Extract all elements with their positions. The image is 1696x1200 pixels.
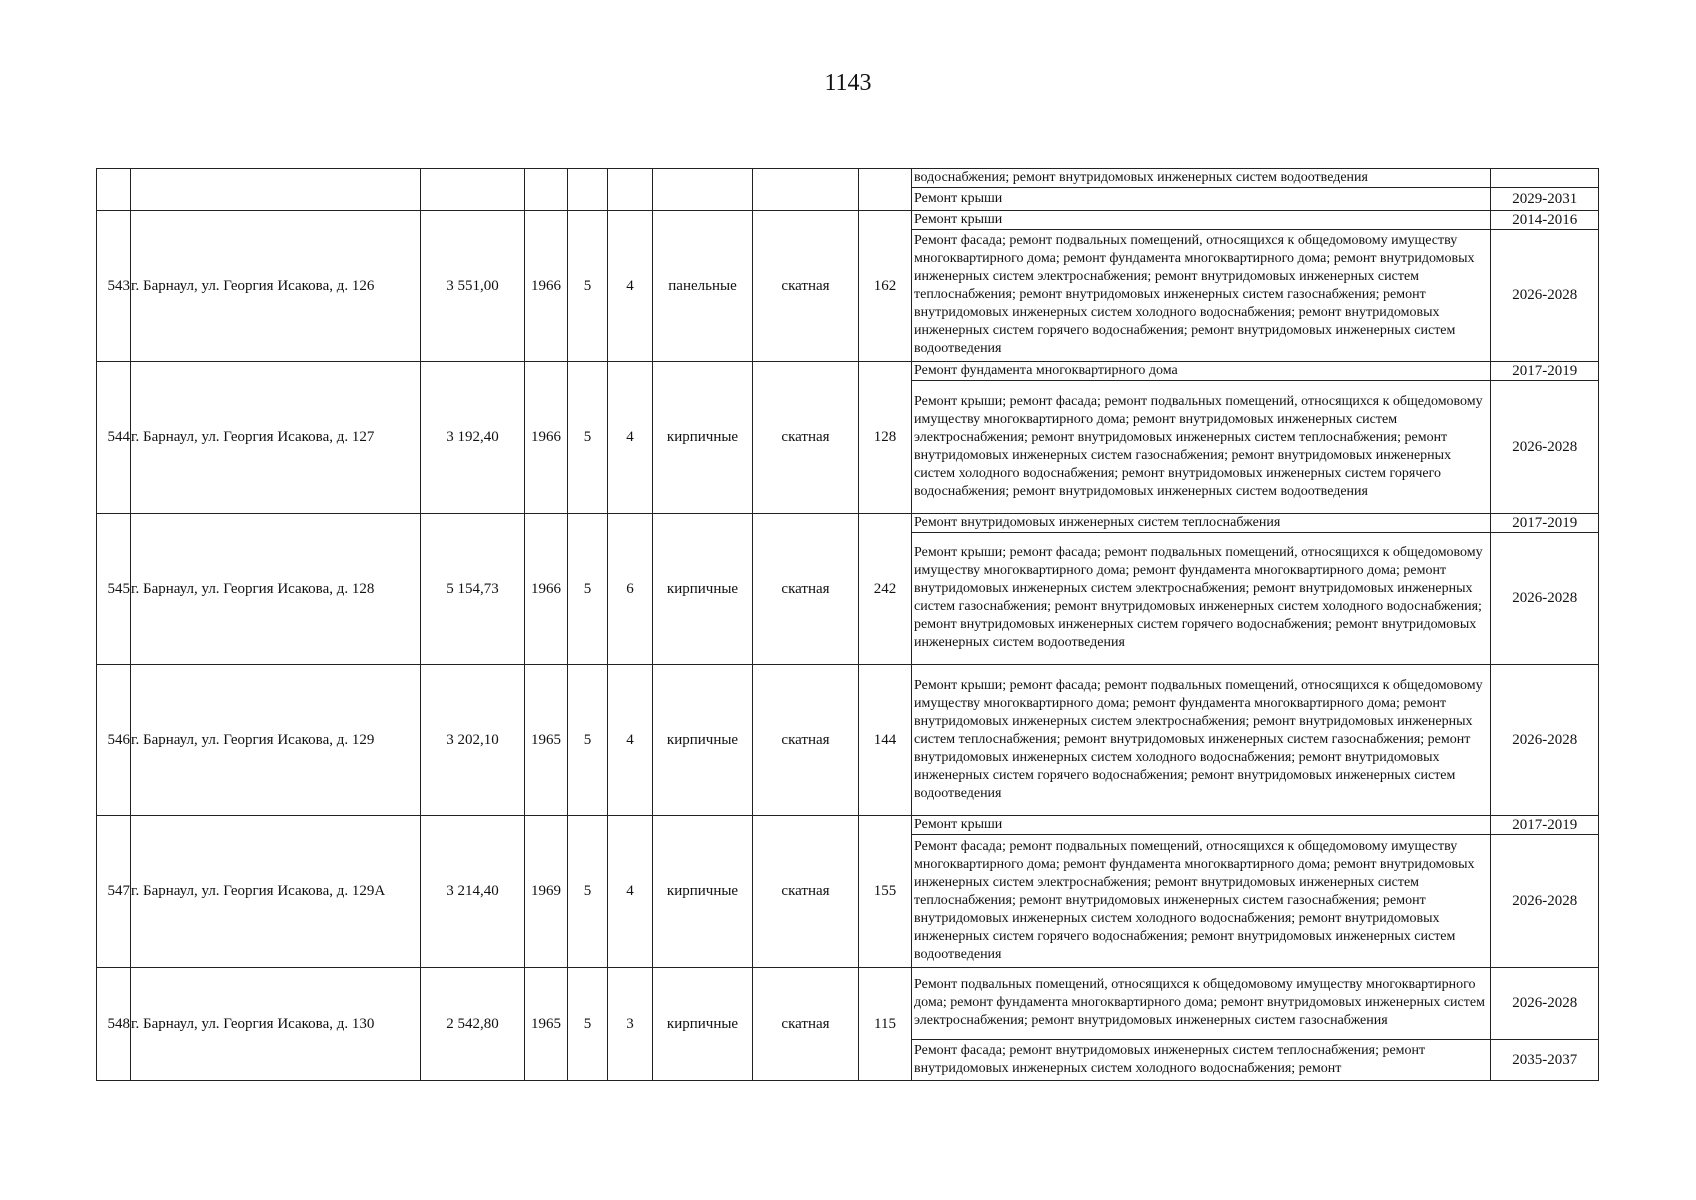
floors-cell: 5 bbox=[568, 967, 608, 1080]
work-description: Ремонт фасада; ремонт внутридомовых инженерных систем теплоснабжения; ремонт внутридомовых инженерных систем холодного водоснабжения; ремонт bbox=[914, 1042, 1426, 1076]
area-cell: 5 154,73 bbox=[421, 513, 525, 665]
floors-cell: 5 bbox=[568, 362, 608, 514]
work-item bbox=[912, 381, 1599, 513]
entrances-cell: 6 bbox=[608, 513, 653, 665]
work-description: Ремонт фасада; ремонт подвальных помещений, относящихся к общедомовому имуществу многоквартирного дома; ремонт фундамента многоквартирного дома; ремонт внутридомовых инженерных систем электроснабжения; ремонт внутридомовых инженерных систем теплоснабжения; ремонт внутридомовых инженерных систем газоснабжения; ремонт внутридомовых инженерных систем холодного водоснабжения; ремонт внутридомовых инженерных систем горячего водоснабжения; ремонт внутридомовых инженерных систем водоотведения bbox=[914, 233, 1475, 357]
year-cell: 1969 bbox=[525, 816, 568, 968]
work-description: Ремонт крыши; ремонт фасада; ремонт подвальных помещений, относящихся к общедомовому имуществу многоквартирного дома; ремонт фундамента многоквартирного дома; ремонт внутридомовых инженерных систем электроснабжения; ремонт внутридомовых инженерных систем теплоснабжения; ремонт внутридомовых инженерных систем газоснабжения; ремонт внутридомовых инженерных систем холодного водоснабжения; ремонт внутридомовых инженерных систем горячего водоснабжения; ремонт внутридомовых инженерных систем водоотведения bbox=[914, 678, 1483, 801]
floors-cell: 5 bbox=[568, 210, 608, 362]
work-description: Ремонт подвальных помещений, относящихся к общедомовому имуществу многоквартирного дома; ремонт фундамента многоквартирного дома; ремонт внутридомовых инженерных систем электроснабжения; ремонт внутридомовых инженерных систем газоснабжения bbox=[912, 968, 1490, 1040]
work-item bbox=[912, 211, 1599, 230]
roof-cell: скатная bbox=[753, 967, 859, 1080]
area-cell: 3 192,40 bbox=[421, 362, 525, 514]
address-cell: г. Барнаул, ул. Георгия Исакова, д. 130 bbox=[131, 967, 421, 1080]
roof-cell: скатная bbox=[753, 513, 859, 665]
floors-cell: 5 bbox=[568, 665, 608, 816]
residents-cell: 155 bbox=[859, 816, 912, 968]
year-cell: 1966 bbox=[525, 362, 568, 514]
work-item bbox=[912, 362, 1599, 381]
work-period: 2017-2019 bbox=[1490, 514, 1599, 533]
table-row bbox=[97, 362, 1599, 514]
area-cell: 3 551,00 bbox=[421, 210, 525, 362]
row-number: 546 bbox=[97, 665, 131, 816]
work-item bbox=[912, 514, 1599, 533]
work-item bbox=[912, 835, 1599, 967]
capital-repair-table bbox=[96, 168, 1599, 1081]
works-cell bbox=[912, 967, 1599, 1080]
entrances-cell: 4 bbox=[608, 362, 653, 514]
area-cell: 3 202,10 bbox=[421, 665, 525, 816]
work-period: 2026-2028 bbox=[1490, 532, 1599, 664]
work-period: 2014-2016 bbox=[1490, 211, 1599, 230]
roof-cell: скатная bbox=[753, 210, 859, 362]
register-sheet bbox=[96, 168, 1598, 1081]
table-row bbox=[97, 169, 1599, 211]
residents-cell: 115 bbox=[859, 967, 912, 1080]
walls-cell bbox=[653, 169, 753, 211]
works-cell bbox=[912, 210, 1599, 362]
work-description: Ремонт крыши; ремонт фасада; ремонт подвальных помещений, относящихся к общедомовому имуществу многоквартирного дома; ремонт внутридомовых инженерных систем электроснабжения; ремонт внутридомовых инженерных систем теплоснабжения; ремонт внутридомовых инженерных систем газоснабжения; ремонт внутридомовых инженерных систем холодного водоснабжения; ремонт внутридомовых инженерных систем горячего водоснабжения; ремонт внутридомовых инженерных систем водоотведения bbox=[914, 393, 1483, 499]
work-item bbox=[912, 1040, 1599, 1080]
works-list bbox=[912, 665, 1599, 815]
walls-cell: кирпичные bbox=[653, 816, 753, 968]
row-number: 547 bbox=[97, 816, 131, 968]
work-description: Ремонт крыши bbox=[912, 211, 1490, 230]
work-item bbox=[912, 816, 1599, 835]
address-cell: г. Барнаул, ул. Георгия Исакова, д. 126 bbox=[131, 210, 421, 362]
walls-cell: панельные bbox=[653, 210, 753, 362]
table-row bbox=[97, 210, 1599, 362]
work-period: 2026-2028 bbox=[1490, 968, 1599, 1040]
work-description: Ремонт фасада; ремонт подвальных помещений, относящихся к общедомовому имуществу многоквартирного дома; ремонт фундамента многоквартирного дома; ремонт внутридомовых инженерных систем электроснабжения; ремонт внутридомовых инженерных систем теплоснабжения; ремонт внутридомовых инженерных систем газоснабжения; ремонт внутридомовых инженерных систем холодного водоснабжения; ремонт внутридомовых инженерных систем горячего водоснабжения; ремонт внутридомовых инженерных систем водоотведения bbox=[914, 838, 1475, 962]
work-description: Ремонт фундамента многоквартирного дома bbox=[912, 362, 1490, 381]
works-cell bbox=[912, 362, 1599, 514]
area-cell: 3 214,40 bbox=[421, 816, 525, 968]
work-item bbox=[912, 188, 1599, 210]
works-list bbox=[912, 211, 1599, 362]
residents-cell: 162 bbox=[859, 210, 912, 362]
walls-cell: кирпичные bbox=[653, 362, 753, 514]
works-list bbox=[912, 968, 1599, 1080]
work-item bbox=[912, 968, 1599, 1040]
residents-cell: 242 bbox=[859, 513, 912, 665]
page-number: 1143 bbox=[824, 70, 872, 96]
floors-cell bbox=[568, 169, 608, 211]
roof-cell bbox=[753, 169, 859, 211]
row-number: 545 bbox=[97, 513, 131, 665]
year-cell: 1965 bbox=[525, 665, 568, 816]
residents-cell: 128 bbox=[859, 362, 912, 514]
work-description: Ремонт внутридомовых инженерных систем теплоснабжения bbox=[912, 514, 1490, 533]
residents-cell: 144 bbox=[859, 665, 912, 816]
table-row bbox=[97, 816, 1599, 968]
address-cell: г. Барнаул, ул. Георгия Исакова, д. 129А bbox=[131, 816, 421, 968]
walls-cell: кирпичные bbox=[653, 513, 753, 665]
work-period: 2035-2037 bbox=[1490, 1040, 1599, 1080]
work-period: 2017-2019 bbox=[1490, 362, 1599, 381]
year-cell: 1966 bbox=[525, 210, 568, 362]
entrances-cell: 4 bbox=[608, 665, 653, 816]
works-list bbox=[912, 362, 1599, 513]
table-row bbox=[97, 665, 1599, 816]
work-item bbox=[912, 229, 1599, 361]
row-number: 543 bbox=[97, 210, 131, 362]
work-period: 2026-2028 bbox=[1490, 381, 1599, 513]
work-description: Ремонт крыши; ремонт фасада; ремонт подвальных помещений, относящихся к общедомовому имуществу многоквартирного дома; ремонт фундамента многоквартирного дома; ремонт внутридомовых инженерных систем электроснабжения; ремонт внутридомовых инженерных систем газоснабжения; ремонт внутридомовых инженерных систем холодного водоснабжения; ремонт внутридомовых инженерных систем горячего водоснабжения; ремонт внутридомовых инженерных систем водоотведения bbox=[914, 545, 1483, 651]
work-period: 2029-2031 bbox=[1490, 188, 1599, 210]
table-row bbox=[97, 967, 1599, 1080]
residents-cell bbox=[859, 169, 912, 211]
entrances-cell bbox=[608, 169, 653, 211]
year-cell: 1965 bbox=[525, 967, 568, 1080]
row-number bbox=[97, 169, 131, 211]
walls-cell: кирпичные bbox=[653, 967, 753, 1080]
works-cell bbox=[912, 665, 1599, 816]
works-cell bbox=[912, 513, 1599, 665]
address-cell: г. Барнаул, ул. Георгия Исакова, д. 127 bbox=[131, 362, 421, 514]
floors-cell: 5 bbox=[568, 816, 608, 968]
entrances-cell: 4 bbox=[608, 816, 653, 968]
work-period: 2026-2028 bbox=[1490, 665, 1599, 815]
works-list bbox=[912, 514, 1599, 665]
work-item bbox=[912, 532, 1599, 664]
work-description: Ремонт крыши bbox=[914, 190, 1003, 206]
row-number: 548 bbox=[97, 967, 131, 1080]
walls-cell: кирпичные bbox=[653, 665, 753, 816]
address-cell: г. Барнаул, ул. Георгия Исакова, д. 129 bbox=[131, 665, 421, 816]
work-period: 2026-2028 bbox=[1490, 835, 1599, 967]
year-cell bbox=[525, 169, 568, 211]
work-description: водоснабжения; ремонт внутридомовых инженерных систем водоотведения bbox=[912, 169, 1490, 188]
works-list bbox=[912, 816, 1599, 967]
works-cell bbox=[912, 169, 1599, 211]
row-number: 544 bbox=[97, 362, 131, 514]
address-cell: г. Барнаул, ул. Георгия Исакова, д. 128 bbox=[131, 513, 421, 665]
work-period: 2026-2028 bbox=[1490, 229, 1599, 361]
roof-cell: скатная bbox=[753, 816, 859, 968]
address-cell bbox=[131, 169, 421, 211]
year-cell: 1966 bbox=[525, 513, 568, 665]
area-cell: 2 542,80 bbox=[421, 967, 525, 1080]
works-cell bbox=[912, 816, 1599, 968]
area-cell bbox=[421, 169, 525, 211]
work-description: Ремонт крыши bbox=[912, 816, 1490, 835]
roof-cell: скатная bbox=[753, 362, 859, 514]
entrances-cell: 3 bbox=[608, 967, 653, 1080]
work-item bbox=[912, 169, 1599, 188]
work-period bbox=[1490, 169, 1599, 188]
entrances-cell: 4 bbox=[608, 210, 653, 362]
works-list bbox=[912, 169, 1599, 210]
work-period: 2017-2019 bbox=[1490, 816, 1599, 835]
work-item bbox=[912, 665, 1599, 815]
floors-cell: 5 bbox=[568, 513, 608, 665]
roof-cell: скатная bbox=[753, 665, 859, 816]
table-row bbox=[97, 513, 1599, 665]
